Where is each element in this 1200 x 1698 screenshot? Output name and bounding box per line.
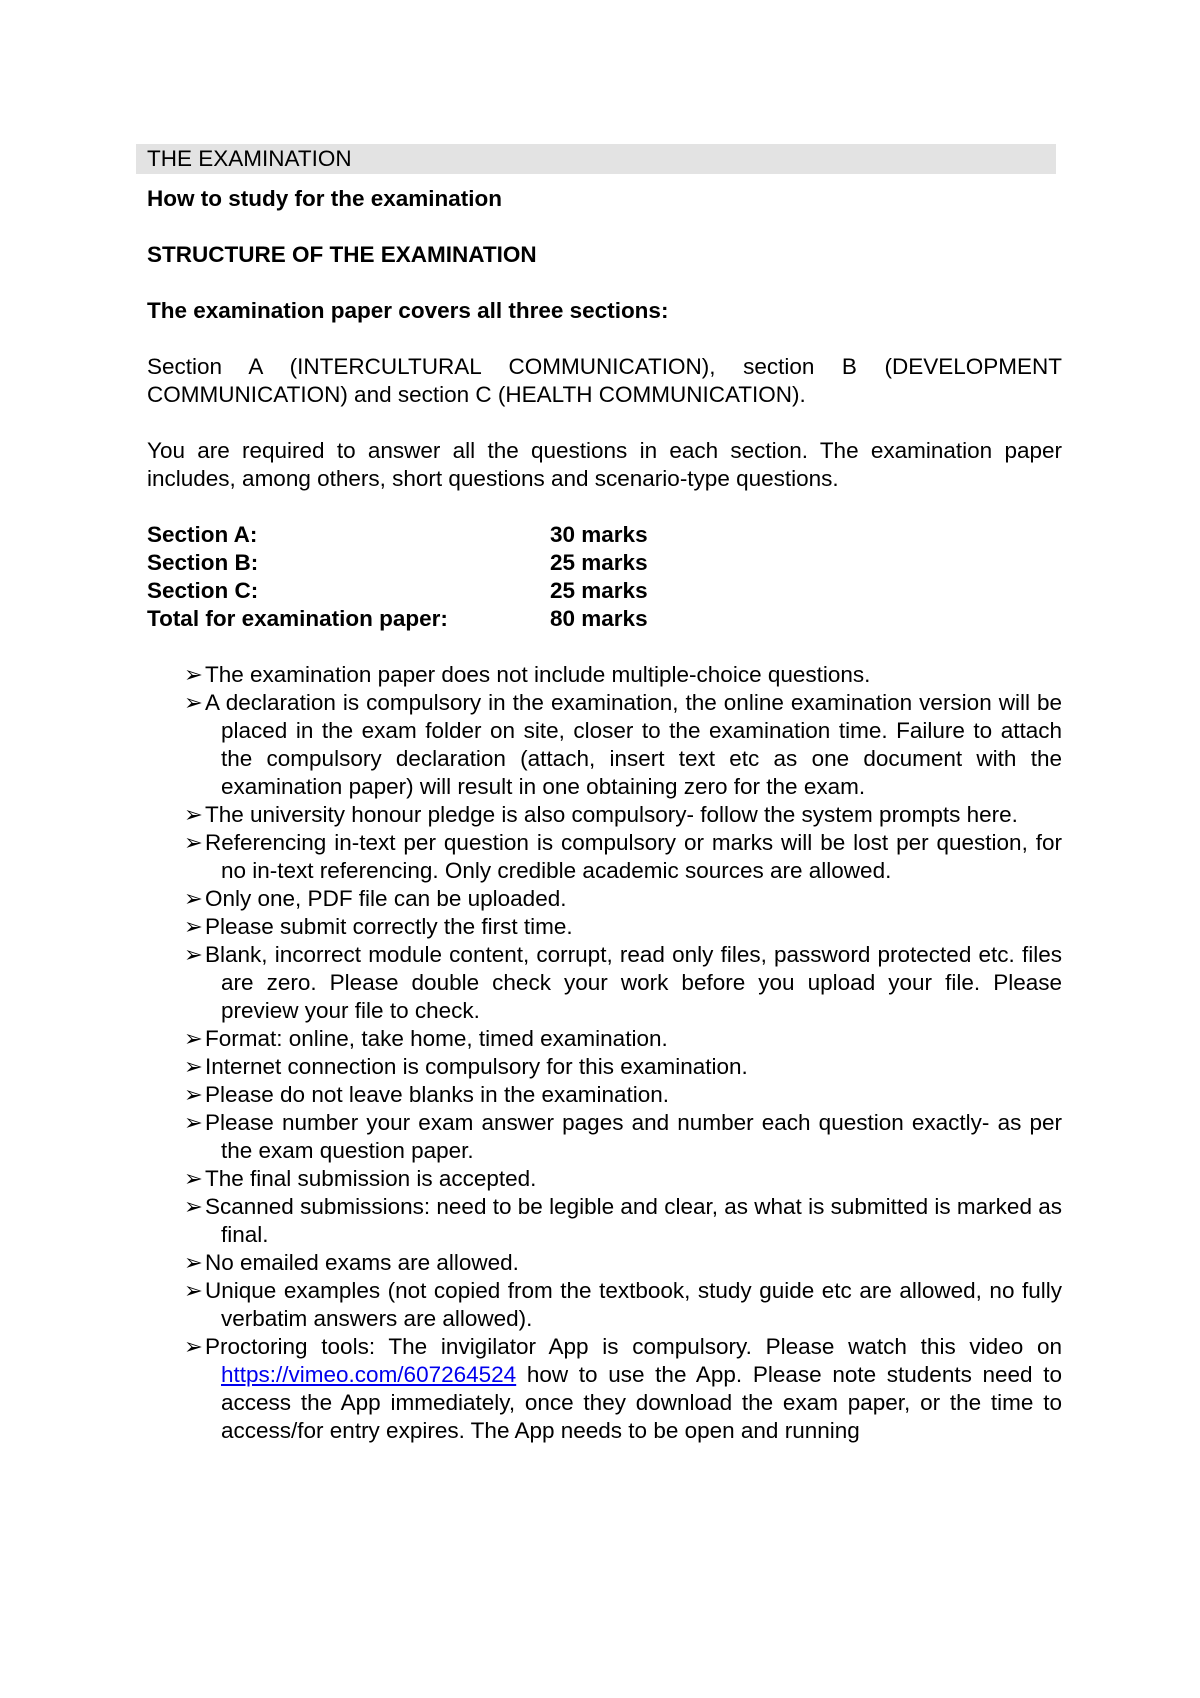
arrow-bullet-icon: ➢ (184, 942, 203, 967)
arrow-bullet-icon: ➢ (184, 1194, 203, 1219)
marks-table (147, 521, 648, 633)
marks-value: 80 marks (550, 606, 648, 631)
arrow-bullet-icon: ➢ (184, 1334, 203, 1359)
arrow-bullet-icon: ➢ (184, 1082, 203, 1107)
list-item: ➢ Only one, PDF file can be uploaded. (184, 886, 567, 911)
list-item: ➢ The final submission is accepted. (184, 1166, 537, 1191)
paragraph-required: You are required to answer all the questions in each section. The examination paper includes, among others, short questions and scenario-type questions. (147, 438, 1062, 491)
marks-label: Total for examination paper: (147, 606, 448, 631)
arrow-bullet-icon: ➢ (184, 1250, 203, 1275)
list-item: ➢ Format: online, take home, timed examination. (184, 1026, 668, 1051)
list-item: ➢ Please number your exam answer pages and number each question exactly- as per the exam question paper. (184, 1110, 1062, 1163)
arrow-bullet-icon: ➢ (184, 1166, 203, 1191)
list-item: ➢ Unique examples (not copied from the textbook, study guide etc are allowed, no fully verbatim answers are allowed). (184, 1278, 1062, 1331)
list-item: ➢ The examination paper does not include multiple-choice questions. (184, 662, 871, 687)
arrow-bullet-icon: ➢ (184, 1110, 203, 1135)
paragraph-sections: Section A (INTERCULTURAL COMMUNICATION), section B (DEVELOPMENT COMMUNICATION) and section C (HEALTH COMMUNICATION). (147, 354, 1062, 407)
list-item: ➢ Blank, incorrect module content, corrupt, read only files, password protected etc. files are zero. Please double check your work before you upload your file. Please preview your file to check. (184, 942, 1062, 1023)
arrow-bullet-icon: ➢ (184, 1278, 203, 1303)
heading-structure: STRUCTURE OF THE EXAMINATION (147, 242, 537, 267)
marks-row (147, 577, 648, 605)
marks-row (147, 605, 648, 633)
heading-covers: The examination paper covers all three sections: (147, 298, 669, 323)
marks-value: 30 marks (550, 522, 648, 547)
rules-list (147, 661, 1062, 1445)
list-item: ➢ Please submit correctly the first time. (184, 914, 573, 939)
arrow-bullet-icon: ➢ (184, 886, 203, 911)
list-item: ➢ Scanned submissions: need to be legible and clear, as what is submitted is marked as final. (184, 1194, 1062, 1247)
arrow-bullet-icon: ➢ (184, 830, 203, 855)
arrow-bullet-icon: ➢ (184, 1054, 203, 1079)
list-item-proctoring (147, 1333, 1062, 1445)
marks-label: Section B: (147, 550, 259, 575)
arrow-bullet-icon: ➢ (184, 690, 203, 715)
proctoring-text-after: how to use the App. Please note students need to access the App immediately, once they download the exam paper, or the time to access/for entry expires. The App needs to be open and running (221, 1362, 1062, 1443)
arrow-bullet-icon: ➢ (184, 1026, 203, 1051)
list-item: ➢ Internet connection is compulsory for this examination. (184, 1054, 748, 1079)
banner-title: THE EXAMINATION (147, 146, 352, 171)
heading-how-to-study: How to study for the examination (147, 186, 503, 211)
arrow-bullet-icon: ➢ (184, 914, 203, 939)
list-item: ➢ A declaration is compulsory in the examination, the online examination version will be placed in the exam folder on site, closer to the examination time. Failure to attach the compulsory declaration (attach, insert text etc as one document with the examination paper) will result in one obtaining zero for the exam. (184, 690, 1062, 799)
list-item: ➢ Referencing in-text per question is compulsory or marks will be lost per question, for no in-text referencing. Only credible academic sources are allowed. (184, 830, 1062, 883)
document-body (147, 143, 1062, 1445)
marks-label: Section A: (147, 522, 258, 547)
arrow-bullet-icon: ➢ (184, 662, 203, 687)
marks-value: 25 marks (550, 550, 648, 575)
vimeo-video-link[interactable]: https://vimeo.com/607264524 (221, 1362, 517, 1387)
list-item: ➢ Please do not leave blanks in the examination. (184, 1082, 670, 1107)
proctoring-text-before: Proctoring tools: The invigilator App is compulsory. Please watch this video on (205, 1334, 1062, 1359)
marks-value: 25 marks (550, 578, 648, 603)
arrow-bullet-icon: ➢ (184, 802, 203, 827)
marks-row (147, 521, 648, 549)
marks-label: Section C: (147, 578, 259, 603)
marks-row (147, 549, 648, 577)
list-item: ➢ No emailed exams are allowed. (184, 1250, 519, 1275)
list-item: ➢ The university honour pledge is also compulsory- follow the system prompts here. (184, 802, 1018, 827)
